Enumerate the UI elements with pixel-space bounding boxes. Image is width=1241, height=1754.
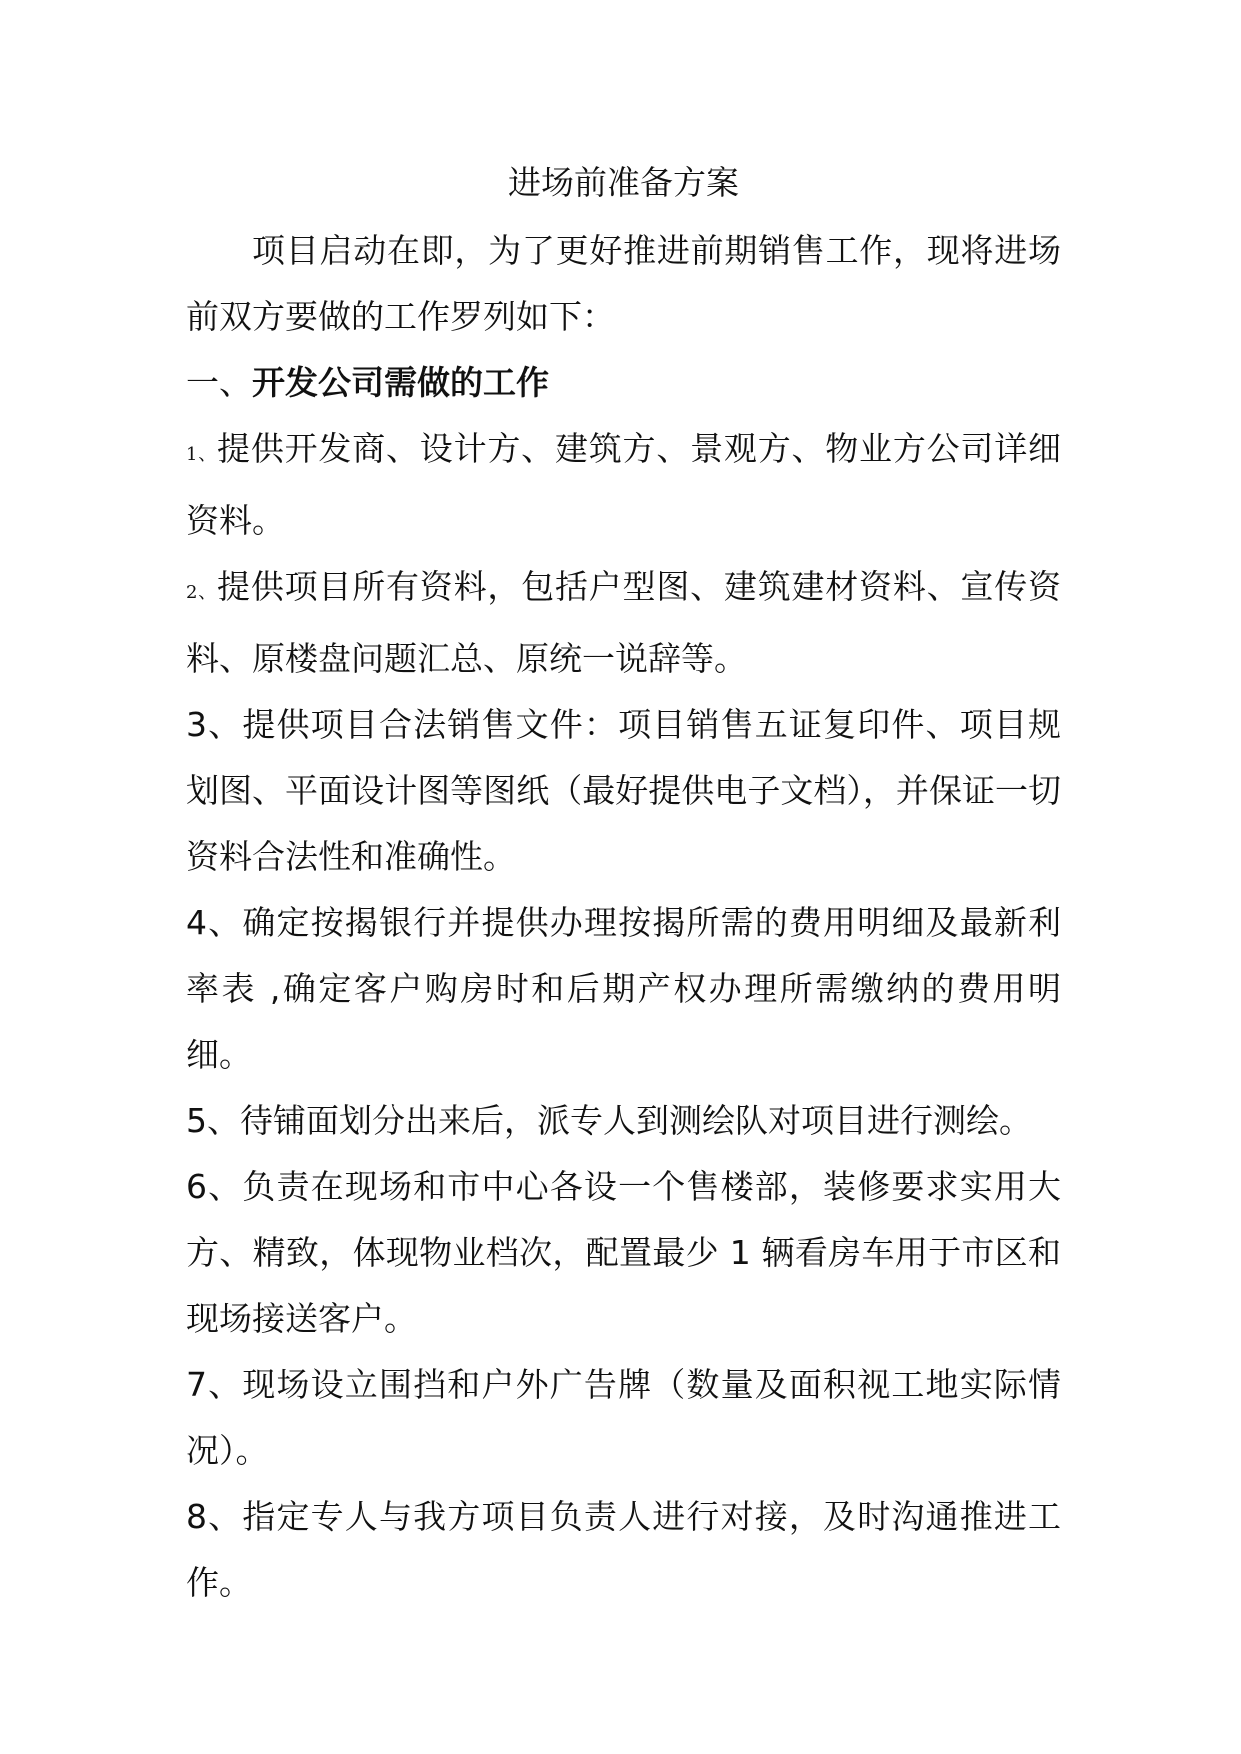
list-item-number: 5、 (186, 1101, 240, 1140)
list-item-number: 2、 (186, 582, 218, 603)
list-item-number: 3、 (186, 705, 243, 744)
list-item (186, 1484, 1061, 1616)
document-title: 进场前准备方案 (508, 163, 739, 202)
list-item-text: 指定专人与我方项目负责人进行对接，及时沟通推进工作。 (186, 1497, 1062, 1602)
list-item (186, 416, 1061, 554)
list-item-text: 提供项目合法销售文件：项目销售五证复印件、项目规划图、平面设计图等图纸（最好提供电子文档），并保证一切资料合法性和准确性。 (186, 705, 1062, 876)
intro-paragraph: 项目启动在即，为了更好推进前期销售工作，现将进场前双方要做的工作罗列如下： (186, 231, 1061, 336)
document-body (186, 150, 1061, 1616)
list-item-text: 负责在现场和市中心各设一个售楼部，装修要求实用大方、精致，体现物业档次，配置最少 1 辆看房车用于市区和现场接送客户。 (186, 1167, 1062, 1338)
list-item-number: 4、 (186, 903, 243, 942)
list-item-text: 现场设立围挡和户外广告牌（数量及面积视工地实际情况）。 (186, 1365, 1062, 1470)
list-item-number: 1、 (186, 444, 218, 465)
list-item-text: 提供开发商、设计方、建筑方、景观方、物业方公司详细资料。 (186, 429, 1062, 540)
list-item (186, 890, 1061, 1088)
list-item-text: 待铺面划分出来后，派专人到测绘队对项目进行测绘。 (240, 1101, 1032, 1140)
list-item (186, 1154, 1061, 1352)
list-item-text: 确定按揭银行并提供办理按揭所需的费用明细及最新利率表 ,确定客户购房时和后期产权办理所需缴纳的费用明细。 (186, 903, 1062, 1074)
list-item-number: 8、 (186, 1497, 243, 1536)
list-item (186, 692, 1061, 890)
list-item-text: 提供项目所有资料，包括户型图、建筑建材资料、宣传资料、原楼盘问题汇总、原统一说辞等。 (186, 567, 1062, 678)
list-item (186, 554, 1061, 692)
list-item (186, 1088, 1061, 1154)
section-title: 开发公司需做的工作 (252, 363, 549, 402)
section-number: 一、 (186, 363, 252, 402)
list-item (186, 1352, 1061, 1484)
list-item-number: 7、 (186, 1365, 243, 1404)
list-item-number: 6、 (186, 1167, 243, 1206)
section-heading (186, 350, 1061, 416)
